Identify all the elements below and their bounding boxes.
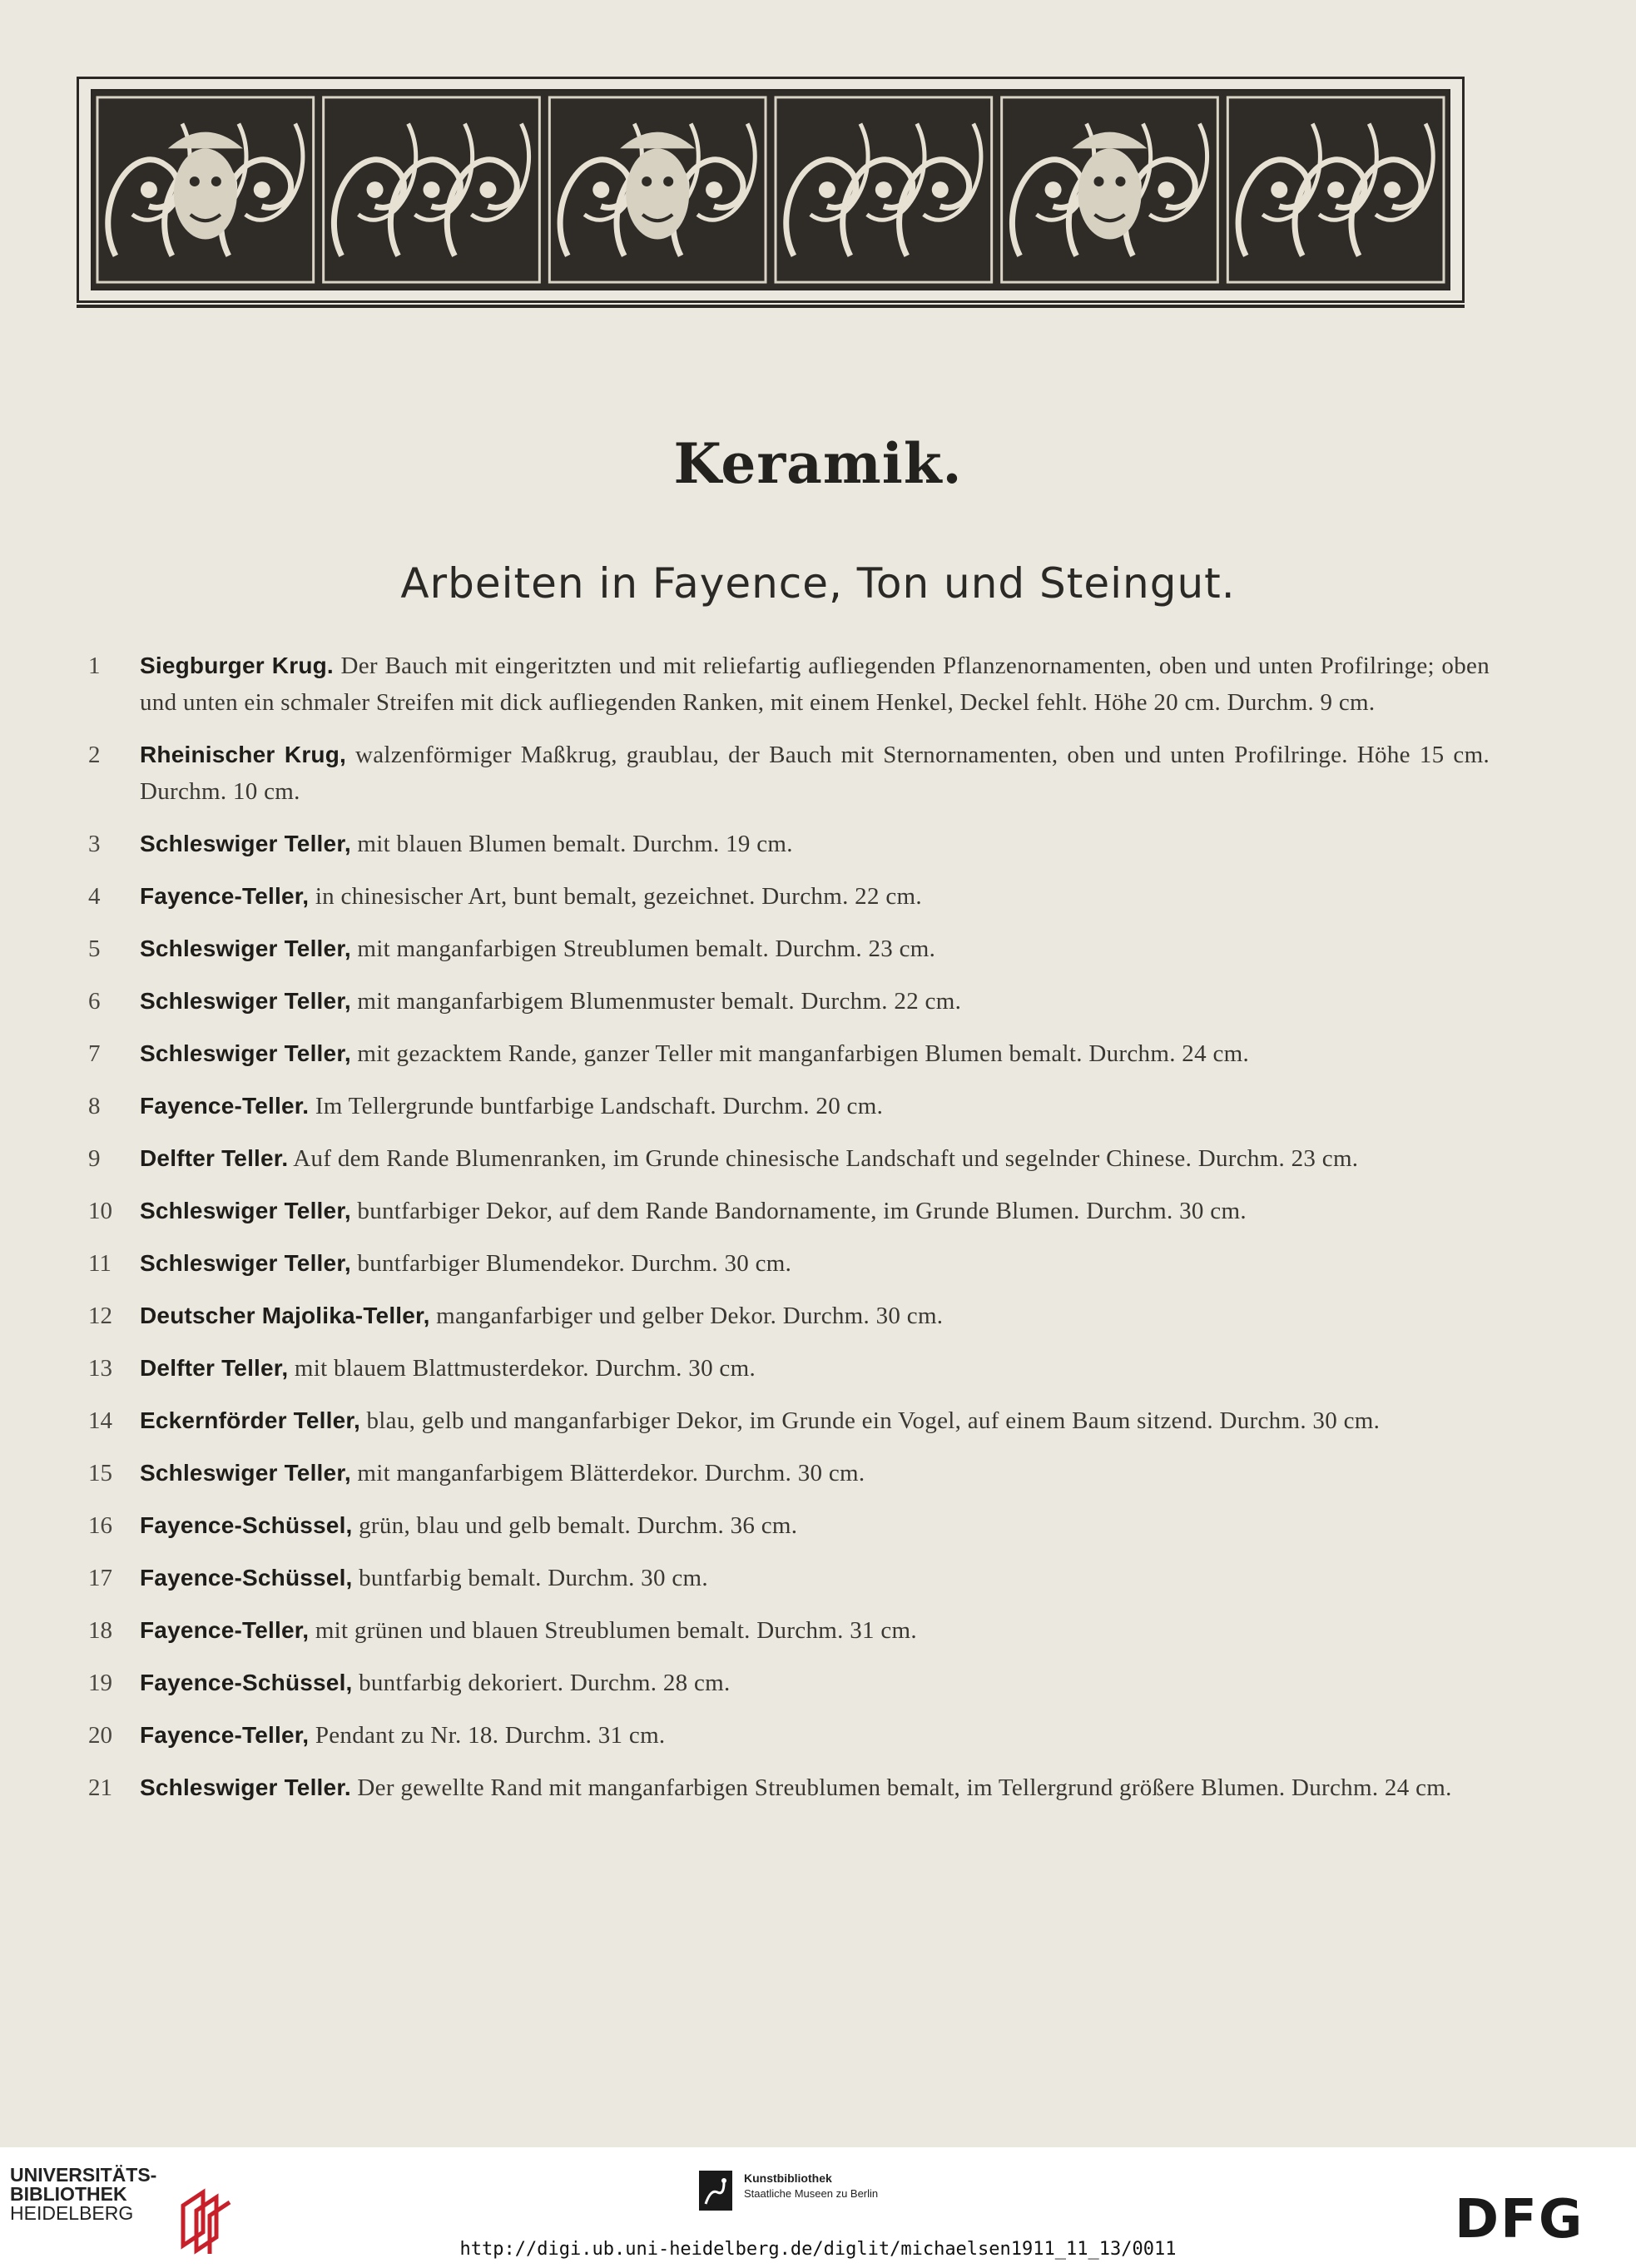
entry-description: blau, gelb und manganfarbiger Dekor, im Grunde ein Vogel, auf einem Baum sitzend. Durchm. 30 cm. (359, 1407, 1381, 1434)
entry-number: 20 (88, 1722, 112, 1749)
entry-number: 4 (88, 883, 101, 910)
kunstbibliothek-text (744, 2171, 878, 2201)
page-subtitle: Arbeiten in Fayence, Ton und Steingut. (400, 559, 1236, 608)
entry-name: Fayence-Schüssel, (140, 1565, 353, 1591)
catalog-entry (83, 826, 1490, 862)
entry-name: Schleswiger Teller, (140, 1198, 351, 1223)
entry-description: Im Tellergrunde buntfarbige Landschaft. Durchm. 20 cm. (309, 1093, 884, 1119)
ub-heidelberg-text (10, 2166, 156, 2223)
catalog-entry (83, 983, 1490, 1020)
entry-body (140, 1298, 1490, 1334)
entry-description: buntfarbig bemalt. Durchm. 30 cm. (352, 1565, 708, 1591)
entry-description: buntfarbiger Dekor, auf dem Rande Bandornamente, im Grunde Blumen. Durchm. 30 cm. (350, 1198, 1247, 1224)
entry-number: 15 (88, 1460, 112, 1486)
entry-body (140, 1507, 1490, 1544)
entry-description: Der Bauch mit eingeritzten und mit reliefartig aufliegenden Pflanzenornamenten, oben und unten Profilringe; oben und unten ein schmaler Streifen mit dick aufliegenden Ranken, mit einem Henkel, Deckel fehlt. Höhe 20 cm. Durchm. 9 cm. (140, 653, 1490, 716)
entry-body (140, 1560, 1490, 1596)
entry-number: 13 (88, 1355, 112, 1382)
entry-number: 17 (88, 1565, 112, 1591)
entry-name: Fayence-Schüssel, (140, 1512, 353, 1538)
entry-body (140, 983, 1490, 1020)
kb-subtitle: Staatliche Museen zu Berlin (744, 2187, 879, 2200)
entry-name: Schleswiger Teller, (140, 988, 351, 1014)
footer (0, 2147, 1636, 2268)
ub-heidelberg-block[interactable] (10, 2166, 156, 2223)
entry-description: grün, blau und gelb bemalt. Durchm. 36 cm. (352, 1512, 798, 1539)
catalog-entry (83, 1402, 1490, 1439)
catalog-entry (83, 1088, 1490, 1124)
entry-name: Schleswiger Teller, (140, 1460, 351, 1486)
entry-number: 6 (88, 988, 101, 1015)
entry-number: 3 (88, 831, 101, 857)
entry-body (140, 878, 1490, 915)
entry-description: mit blauem Blattmusterdekor. Durchm. 30 cm. (288, 1355, 756, 1382)
ornamental-frieze (77, 77, 1465, 303)
catalog-entry (83, 1193, 1490, 1229)
entry-body (140, 1402, 1490, 1439)
entry-name: Schleswiger Teller, (140, 935, 351, 961)
frieze-pattern (91, 89, 1450, 290)
catalog-entries (83, 648, 1490, 1822)
entry-body (140, 1193, 1490, 1229)
catalog-entry (83, 1507, 1490, 1544)
catalog-entry (83, 1717, 1490, 1754)
catalog-entry (83, 1245, 1490, 1282)
catalog-entry (83, 1455, 1490, 1491)
entry-name: Schleswiger Teller, (140, 831, 351, 856)
entry-body (140, 931, 1490, 967)
catalog-entry (83, 648, 1490, 721)
catalog-entry (83, 1612, 1490, 1649)
entry-number: 10 (88, 1198, 112, 1224)
catalog-entry (83, 878, 1490, 915)
entry-name: Schleswiger Teller, (140, 1250, 351, 1276)
entry-description: mit manganfarbigem Blumenmuster bemalt. Durchm. 22 cm. (350, 988, 962, 1015)
entry-description: mit manganfarbigen Streublumen bemalt. Durchm. 23 cm. (350, 935, 936, 962)
kb-title: Kunstbibliothek (744, 2171, 832, 2185)
entry-body (140, 1612, 1490, 1649)
entry-number: 16 (88, 1512, 112, 1539)
entry-number: 19 (88, 1670, 112, 1696)
frieze-rule (77, 305, 1465, 308)
entry-name: Eckernförder Teller, (140, 1407, 360, 1433)
entry-description: mit grünen und blauen Streublumen bemalt. Durchm. 31 cm. (309, 1617, 917, 1644)
page-title: Keramik. (673, 431, 963, 496)
entry-number: 14 (88, 1407, 112, 1434)
catalog-entry (83, 737, 1490, 810)
entry-name: Schleswiger Teller, (140, 1040, 351, 1066)
entry-name: Fayence-Teller, (140, 1722, 310, 1748)
entry-description: in chinesischer Art, bunt bemalt, gezeichnet. Durchm. 22 cm. (309, 883, 922, 910)
entry-description: buntfarbiger Blumendekor. Durchm. 30 cm. (350, 1250, 792, 1277)
entry-body (140, 1769, 1490, 1806)
entry-number: 9 (88, 1145, 101, 1172)
entry-description: mit manganfarbigem Blätterdekor. Durchm. 30 cm. (350, 1460, 865, 1486)
entry-number: 12 (88, 1303, 112, 1329)
kunstbibliothek-block[interactable] (699, 2171, 878, 2211)
ub-line-3: HEIDELBERG (10, 2202, 134, 2224)
entry-number: 8 (88, 1093, 101, 1119)
entry-name: Deutscher Majolika-Teller, (140, 1303, 430, 1328)
dfg-logo[interactable]: DFG (1455, 2189, 1584, 2251)
entry-body (140, 1140, 1490, 1177)
entry-name: Delfter Teller. (140, 1145, 289, 1171)
entry-body (140, 1245, 1490, 1282)
entry-number: 1 (88, 653, 101, 679)
entry-body (140, 1455, 1490, 1491)
entry-body (140, 1665, 1490, 1701)
kunstbibliothek-logo-icon (699, 2171, 732, 2211)
entry-number: 21 (88, 1774, 112, 1801)
entry-description: walzenförmiger Maßkrug, graublau, der Bauch mit Sternornamenten, oben und unten Profilringe. Höhe 15 cm. Durchm. 10 cm. (140, 742, 1490, 805)
entry-number: 11 (88, 1250, 112, 1277)
entry-name: Delfter Teller, (140, 1355, 289, 1381)
catalog-entry (83, 931, 1490, 967)
entry-name: Fayence-Teller, (140, 1617, 310, 1643)
entry-description: Auf dem Rande Blumenranken, im Grunde chinesische Landschaft und segelnder Chinese. Durchm. 23 cm. (288, 1145, 1359, 1172)
ub-line-2: BIBLIOTHEK (10, 2183, 127, 2205)
entry-body (140, 648, 1490, 721)
entry-body (140, 1717, 1490, 1754)
entry-name: Fayence-Schüssel, (140, 1670, 353, 1695)
entry-body (140, 1035, 1490, 1072)
entry-name: Rheinischer Krug, (140, 742, 347, 767)
entry-body (140, 1350, 1490, 1387)
source-url[interactable]: http://digi.ub.uni-heidelberg.de/diglit/michaelsen1911_11_13/0011 (459, 2239, 1177, 2260)
entry-description: manganfarbiger und gelber Dekor. Durchm. 30 cm. (429, 1303, 944, 1329)
entry-description: mit blauen Blumen bemalt. Durchm. 19 cm. (350, 831, 793, 857)
ub-line-1: UNIVERSITÄTS- (10, 2164, 157, 2186)
catalog-entry (83, 1350, 1490, 1387)
entry-description: Pendant zu Nr. 18. Durchm. 31 cm. (309, 1722, 666, 1749)
catalog-entry (83, 1769, 1490, 1806)
entry-name: Fayence-Teller, (140, 883, 310, 909)
catalog-entry (83, 1140, 1490, 1177)
entry-number: 5 (88, 935, 101, 962)
entry-number: 18 (88, 1617, 112, 1644)
entry-name: Schleswiger Teller. (140, 1774, 351, 1800)
catalog-entry (83, 1035, 1490, 1072)
entry-body (140, 737, 1490, 810)
catalog-entry (83, 1298, 1490, 1334)
entry-description: mit gezacktem Rande, ganzer Teller mit manganfarbigen Blumen bemalt. Durchm. 24 cm. (350, 1040, 1250, 1067)
catalog-entry (83, 1665, 1490, 1701)
entry-body (140, 1088, 1490, 1124)
entry-description: Der gewellte Rand mit manganfarbigen Streublumen bemalt, im Tellergrund größere Blumen. Durchm. 24 cm. (350, 1774, 1452, 1801)
catalog-entry (83, 1560, 1490, 1596)
entry-name: Fayence-Teller. (140, 1093, 310, 1119)
frieze-ornament-icon (92, 91, 1449, 289)
entry-name: Siegburger Krug. (140, 653, 334, 678)
entry-description: buntfarbig dekoriert. Durchm. 28 cm. (352, 1670, 731, 1696)
entry-number: 7 (88, 1040, 101, 1067)
entry-number: 2 (88, 742, 101, 768)
entry-body (140, 826, 1490, 862)
